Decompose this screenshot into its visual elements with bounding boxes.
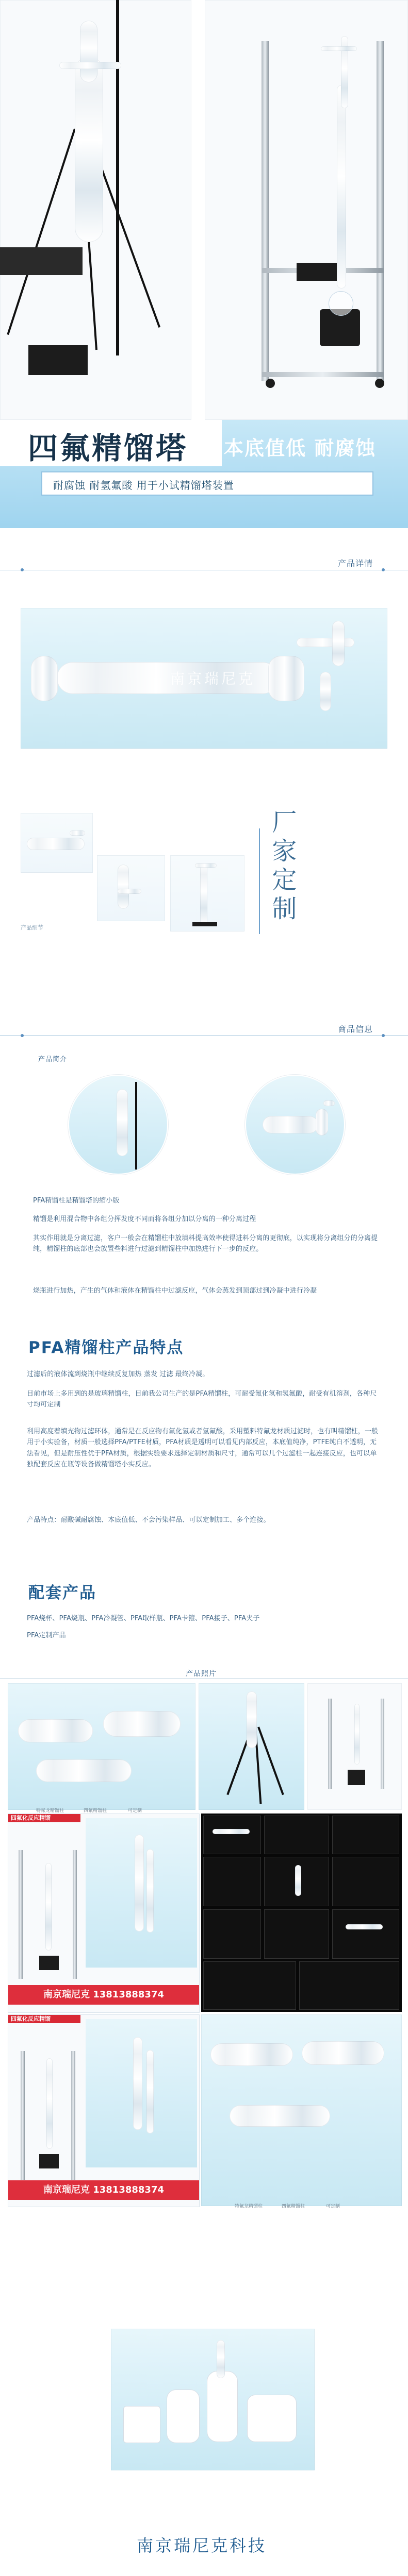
detail-thumb-3-top: [195, 863, 217, 868]
product-photos-label: 产品照片: [186, 1670, 217, 1678]
gallery-middle-left-top-banner: 四氟化反应精馏: [8, 1814, 80, 1822]
product-info-dot-right: [382, 1034, 385, 1037]
gallery-lower-right-tube-1: [210, 2043, 293, 2066]
gallery-middle-left-base: [39, 1956, 59, 1970]
intro-paragraph-2: 精馏是利用混合物中各组分挥发度不同而将各组分加以分离的一种分离过程: [33, 1215, 256, 1223]
gallery-top-middle: [199, 1683, 304, 1810]
gallery-dark-tube-1: [213, 1829, 250, 1834]
hero-right-frame-right: [377, 41, 384, 381]
accessories-heading: 配套产品: [28, 1584, 96, 1602]
intro-left-tube: [117, 1089, 128, 1156]
gallery-dark-tube-2: [295, 1865, 301, 1896]
details-main-side-post: [332, 621, 345, 666]
gallery-middle-left-inset: [86, 1818, 197, 1968]
hero-slogan: 本底值低 耐腐蚀: [224, 437, 377, 460]
gallery-top-middle-column: [247, 1691, 257, 1748]
detail-thumb-3-base: [192, 922, 217, 926]
hero-left-upper-tube: [80, 21, 97, 82]
gallery-middle-left-inset-tube: [135, 1835, 144, 1931]
hero-title: 四氟精馏塔: [28, 431, 188, 466]
hero-tagline-text: 耐腐蚀 耐氢氟酸 用于小试精馏塔装置: [53, 479, 234, 492]
detail-thumb-2-frame: [97, 855, 165, 921]
hero-right-flask: [329, 291, 353, 316]
product-details-main-image: [21, 608, 387, 749]
gallery-middle-left-frame-right: [73, 1850, 77, 1979]
details-vertical-text: 厂家定制: [267, 809, 297, 924]
gallery-caption-2: 四氟精馏柱: [84, 1808, 107, 1814]
hero-left-base-box: [28, 345, 88, 375]
gallery-top-right-frame-right: [381, 1699, 384, 1789]
details-main-left-cap: [31, 656, 58, 701]
feature-paragraph-4: 产品特点：耐酸碱耐腐蚀、本底值低、不会污染样品、可以定制加工、多个连接。: [27, 1516, 270, 1524]
intro-label: 产品简介: [38, 1056, 68, 1063]
gallery-dark-bottom-middle: [264, 1909, 329, 1959]
gallery-dark-tube-3: [346, 1924, 383, 1929]
gallery-phone-banner-1: 南京瑞尼克 13813888374: [8, 1985, 199, 2005]
gallery-dark-top-middle: [264, 1816, 329, 1854]
gallery-lower-left-column: [46, 2058, 53, 2149]
product-info-label: 商品信息: [338, 1024, 373, 1034]
intro-right-cap: [316, 1109, 328, 1136]
gallery-lower-left-base: [39, 2154, 59, 2168]
gallery-lower-left-top-banner: 四氟化反应精馏: [8, 2015, 80, 2023]
intro-image-right: [245, 1075, 345, 1175]
gallery-lower-left-frame-left: [21, 2051, 25, 2180]
accessories-line-1: PFA烧杯、PFA烧瓶、PFA冷凝管、PFA取样瓶、PFA卡箍、PFA接子、PFA夹子: [27, 1615, 260, 1622]
intro-paragraph-4: 烧瓶进行加热，产生的气体和液体在精馏柱中过滤反应，气体会蒸发到顶部过到冷凝中进行冷凝: [33, 1287, 317, 1295]
features-heading: PFA精馏柱产品特点: [28, 1338, 184, 1357]
gallery-lower-right: [201, 2014, 402, 2206]
intro-image-left: [68, 1075, 168, 1175]
gallery-dark-top-right: [332, 1816, 399, 1854]
gallery-phone-banner-2: 南京瑞尼克 13813888374: [8, 2180, 199, 2200]
gallery-top-left-tube-1: [18, 1719, 93, 1742]
hero-left-hand-shape: [0, 247, 83, 275]
gallery-lower-left-inset-tube: [133, 2037, 142, 2130]
gallery-bottom-product-group-2: [167, 2389, 200, 2443]
gallery-caption-5: 四氟精馏柱: [282, 2204, 305, 2209]
gallery-middle-left-inset-tube-2: [146, 1849, 154, 1933]
intro-left-stand: [135, 1082, 137, 1170]
gallery-top-right-column: [354, 1704, 360, 1765]
gallery-caption-1: 特氟龙精馏柱: [36, 1808, 64, 1814]
gallery-top-right: [307, 1683, 402, 1810]
hero-right-frame-bottom: [262, 372, 384, 377]
gallery-bottom-product-group-4: [247, 2395, 297, 2442]
details-main-right-cap: [268, 656, 304, 701]
hero-right-control-box: [297, 263, 339, 281]
gallery-lower-left-inset-tube-2: [146, 2050, 154, 2133]
gallery-dark-mid-right: [332, 1857, 399, 1906]
feature-paragraph-1: 过滤后的液体流到烧瓶中继续反复加热 蒸发 过滤 最终冷凝。: [27, 1370, 209, 1378]
detail-thumb-3-tube: [200, 863, 207, 925]
gallery-dark-top-left: [203, 1816, 261, 1854]
gallery-lower-left-frame-right: [71, 2051, 75, 2180]
gallery-bottom-product-group-3: [207, 2371, 238, 2442]
footer-brand: 南京瑞尼克科技: [137, 2536, 267, 2555]
gallery-top-left-tube-3: [36, 1759, 132, 1782]
detail-thumbs-caption: 产品细节: [21, 924, 43, 931]
detail-thumb-1: [21, 813, 93, 873]
gallery-caption-6: 可定制: [326, 2204, 340, 2209]
hero-right-caster-1: [266, 379, 275, 388]
product-details-dot-right: [382, 568, 385, 571]
detail-thumb-2-tube: [118, 865, 129, 909]
gallery-caption-4: 特氟龙精馏柱: [235, 2204, 263, 2209]
detail-thumb-2-arm: [118, 889, 141, 894]
hero-image-right: [205, 0, 408, 420]
details-watermark: 南京瑞尼克: [170, 670, 256, 687]
gallery-caption-3: 可定制: [128, 1808, 142, 1814]
gallery-lower-right-tube-3: [230, 2105, 330, 2127]
details-main-lower-post: [320, 672, 331, 711]
intro-right-tube: [263, 1116, 318, 1133]
intro-paragraph-3: 其实作用就是分离过滤，客户一般会在精馏柱中放填料提高效率使得进料分离的更彻底，以实现将分离组分的分离提纯，精馏柱的底部也会放置些料进行过滤到精馏柱中加热进行下一步的反应。: [33, 1234, 378, 1253]
gallery-middle-right: [201, 1814, 402, 2012]
gallery-bottom-product-group-1: [123, 2406, 160, 2443]
gallery-middle-left: [8, 1814, 200, 2013]
intro-paragraph-1: PFA精馏柱是精馏塔的缩小版: [33, 1197, 120, 1205]
gallery-bottom-center: [111, 2329, 315, 2470]
detail-thumb-1-tube: [27, 838, 85, 850]
accessories-line-2: PFA定制产品: [27, 1632, 66, 1639]
gallery-dark-bottom-left: [203, 1909, 261, 1959]
product-details-dot-left: [21, 568, 24, 571]
gallery-middle-left-column: [45, 1863, 52, 1951]
product-info-dot-left: [21, 1034, 24, 1037]
gallery-lower-left: [8, 2014, 200, 2207]
feature-paragraph-3: 利用高度着填充物过滤环体，通常是在反应物有氟化氢或者氢氟酸，采用塑料特氟龙材质过滤时，也有叫精馏柱，一般用于小实验备，材质一般选择PFA/PTFE材质，PFA材质是透明可以看见内部反应，本底值纯净，PTFE纯白不透明，无法看见，但是耐压性优于PFA材质，根据实验要求选择定制材质和尺寸，通常可以几个过滤柱一起连接反应，也可以单独配套反应在瓶等设备做精馏塔小实反应。: [27, 1428, 379, 1469]
hero-right-top-arm: [321, 46, 357, 51]
hero-right-column: [337, 85, 346, 289]
hero-right-frame-left: [262, 41, 269, 381]
gallery-top-right-frame-left: [328, 1699, 332, 1789]
gallery-lower-right-tube-2: [302, 2041, 384, 2065]
intro-right-arm: [323, 1100, 335, 1106]
gallery-top-right-base: [348, 1770, 365, 1785]
gallery-top-left: [8, 1683, 195, 1810]
hero-image-left: [0, 0, 191, 420]
gallery-lower-left-inset: [86, 2019, 197, 2167]
detail-thumb-3: [170, 855, 244, 931]
details-vertical-line: [259, 828, 260, 934]
detail-thumb-1-arm: [70, 831, 85, 836]
details-main-side-arm: [297, 638, 354, 647]
gallery-bottom-product-column: [217, 2340, 225, 2378]
gallery-top-left-tube-2: [103, 1711, 181, 1737]
detail-thumb-2: [97, 855, 165, 921]
product-details-label: 产品详情: [338, 558, 373, 568]
gallery-dark-wide-right: [299, 1961, 399, 2010]
gallery-dark-mid-left: [203, 1857, 261, 1906]
gallery-dark-bottom-right: [332, 1909, 399, 1959]
tripod-left-mast: [116, 0, 119, 355]
feature-paragraph-2: 目前市场上多用到的是玻璃精馏柱，目前我公司生产的是PFA精馏柱，可耐受氟化氢和氢氟酸，耐受有机溶剂，各种尺寸均可定制: [27, 1390, 377, 1409]
gallery-dark-wide-left: [203, 1961, 296, 2010]
gallery-middle-left-frame-left: [19, 1850, 23, 1979]
gallery-top-left-frame: [8, 1683, 195, 1810]
hero-left-main-tube: [75, 57, 103, 242]
hero-right-caster-2: [375, 379, 384, 388]
hero-left-cross-tube: [59, 62, 121, 69]
